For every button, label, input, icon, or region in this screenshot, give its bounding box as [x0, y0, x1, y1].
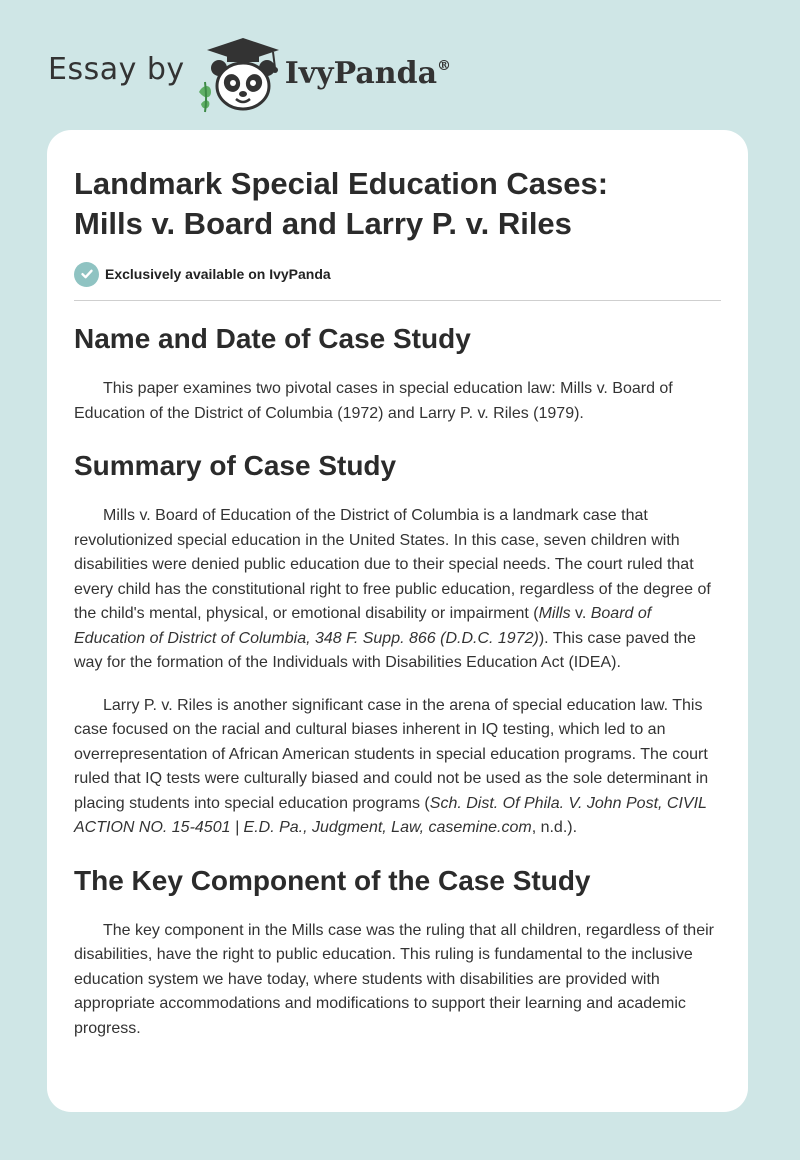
section-heading-summary: Summary of Case Study — [74, 450, 397, 481]
essay-card — [47, 130, 748, 1112]
paragraph: The key component in the Mills case was the ruling that all children, regardless of their disabilities, have the right to public education. This ruling is fundamental to the inclusive education system we have today, where students with disabilities are provided with appropriate accommodations and modifications to support their learning and academic progress. — [74, 921, 714, 1037]
citation: Sch. Dist. Of Phila. V. John Post, CIVIL ACTION NO. 15-4501 | E.D. Pa., Judgment, Law, casemine.com — [74, 794, 707, 836]
paragraph: Mills v. Board of Education of the District of Columbia is a landmark case that revolutionized special education in the United States. In this case, seven children with disabilities were denied public education due to their special needs. The court ruled that every child has the constitutional right to free public education, regardless of the degree of the child's mental, physical, or emotional disability or impairment (Mills v. Board of Education of District of Columbia, 348 F. Supp. 866 (D.D.C. 1972)). This case paved the way for the formation of the Individuals with Disabilities Education Act (IDEA). — [74, 507, 711, 671]
citation: Mills — [538, 605, 571, 622]
brand-prefix: Essay by — [48, 51, 185, 87]
exclusive-badge — [74, 260, 721, 288]
essay-title: Landmark Special Education Cases: Mills v. Board and Larry P. v. Riles — [74, 166, 609, 241]
section-heading-name-date: Name and Date of Case Study — [74, 323, 471, 354]
checkmark-icon — [74, 262, 99, 287]
exclusive-text: Exclusively available on IvyPanda — [105, 266, 331, 282]
panda-logo-icon — [193, 34, 285, 114]
paragraph: This paper examines two pivotal cases in special education law: Mills v. Board of Education of the District of Columbia (1972) and Larry P. v. Riles (1979). — [74, 380, 673, 422]
citation: Board of Education of District of Columbia, 348 F. Supp. 866 (D.D.C. 1972) — [74, 605, 652, 647]
brand-name: IvyPanda® — [284, 55, 452, 91]
brand-header[interactable] — [48, 34, 451, 114]
section-heading-key-component: The Key Component of the Case Study — [74, 864, 591, 896]
paragraph: Larry P. v. Riles is another significant case in the arena of special education law. This case focused on the racial and cultural biases inherent in IQ testing, which led to an overrepresentation of African American students in special education programs. The court ruled that IQ tests were culturally biased and could not be used as the sole determinant in placing students into special education programs (Sch. Dist. Of Phila. V. John Post, CIVIL ACTION NO. 15-4501 | E.D. Pa., Judgment, Law, casemine.com, n.d.). — [74, 696, 709, 836]
divider — [74, 300, 721, 301]
